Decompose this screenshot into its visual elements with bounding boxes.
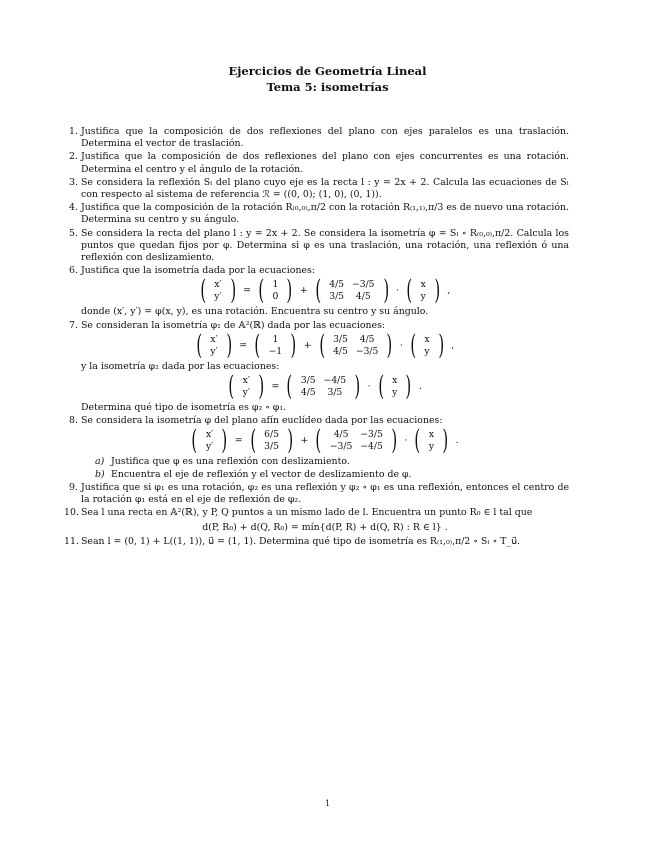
matrix-entry: x — [392, 375, 398, 387]
matrix-parenthesis: ) — [391, 425, 398, 457]
matrix-entry: y — [392, 387, 398, 399]
matrix-entry: 3/5 — [264, 441, 279, 453]
math-operator: = — [243, 285, 251, 297]
exercise-number: 7. — [69, 319, 78, 331]
matrix-entry: 3/5 — [300, 375, 316, 387]
matrix-parenthesis: ( — [315, 275, 321, 307]
matrix-parenthesis: ( — [228, 371, 235, 403]
matrix-entry: −3/5 — [360, 429, 383, 441]
matrix-parenthesis: ( — [191, 425, 198, 457]
math-operator: = — [271, 380, 280, 392]
matrix-entry: −3/5 — [355, 345, 379, 357]
matrix-entry: y′ — [210, 345, 218, 357]
matrix — [210, 279, 225, 303]
matrix — [265, 334, 287, 358]
matrix-entry: 3/5 — [327, 387, 343, 399]
math-operator: · — [367, 380, 371, 392]
matrix-entry: 4/5 — [359, 333, 375, 345]
matrix-parenthesis: ( — [196, 329, 203, 361]
exercise-number: 5. — [69, 227, 78, 239]
exercise-number: 2. — [69, 151, 78, 163]
matrix-entry: y — [420, 291, 426, 303]
matrix-parenthesis: ) — [386, 329, 393, 361]
matrix — [420, 334, 433, 358]
sub-item-a — [91, 456, 569, 468]
exercise-text-after: donde (x′, y′) = φ(x, y), es una rotación. Encuentra su centro y su ángulo. — [81, 306, 429, 318]
matrix-equation-8 — [81, 425, 569, 457]
matrix-parenthesis: ( — [315, 425, 322, 457]
matrix — [268, 279, 282, 303]
exercise-list — [64, 126, 569, 549]
matrix-entry: 4/5 — [300, 387, 316, 399]
math-operator: + — [299, 285, 308, 297]
math-operator: + — [303, 339, 312, 351]
matrix-entry: 4/5 — [333, 345, 348, 357]
exercise-text: Se considera la isometría φ del plano afín euclídeo dada por las ecuaciones: — [81, 415, 443, 427]
exercise-number: 10. — [64, 507, 79, 519]
matrix-parenthesis: ) — [258, 371, 265, 403]
matrix — [425, 429, 438, 453]
document-title: Ejercicios de Geometría Lineal — [228, 64, 427, 78]
exercise-text: Justifica que si φ₁ es una rotación, φ₂ es una reflexión y φ₂ ∘ φ₁ es una reflexión, entonces el centro de la rotación φ₁ está en el eje de reflexión de φ₂. — [81, 481, 569, 506]
matrix-entry: 4/5 — [333, 429, 349, 441]
sub-items — [91, 456, 569, 480]
math-operator: + — [300, 435, 309, 447]
exercise-text: Sean l = (0, 1) + L((1, 1)), u⃗ = (1, 1). Determina qué tipo de isometría es R₍₁,₀₎,π/2 ∘ Sₗ ∘ T_u⃗. — [81, 535, 521, 547]
matrix-equation-7a — [81, 329, 569, 361]
matrix-parenthesis: ) — [382, 275, 389, 307]
exercise-1 — [64, 126, 569, 150]
matrix-equation-6 — [81, 275, 569, 307]
matrix-parenthesis: ) — [229, 275, 236, 307]
matrix-entry: 1 — [272, 333, 279, 345]
page-number: 1 — [324, 799, 331, 808]
sub-item-label: a) — [95, 456, 105, 468]
exercise-text-mid: y la isometría φ₂ dada por las ecuaciones: — [81, 360, 280, 372]
math-operator: = — [234, 435, 243, 447]
exercise-number: 4. — [69, 202, 78, 214]
math-operator: · — [399, 339, 403, 351]
matrix — [325, 279, 378, 303]
matrix-parenthesis: ( — [318, 329, 325, 361]
matrix-parenthesis: ( — [249, 425, 256, 457]
matrix-entry: 1 — [272, 279, 279, 291]
exercise-11 — [64, 536, 569, 548]
exercise-4 — [64, 202, 569, 226]
matrix-parenthesis: ( — [258, 275, 265, 307]
matrix-parenthesis: ( — [377, 371, 384, 403]
matrix-entry: 3/5 — [329, 291, 345, 303]
matrix-entry: 0 — [272, 291, 279, 303]
exercise-text: Sea l una recta en 𝔸²(ℝ), y P, Q puntos a un mismo lado de l. Encuentra un punto R₀ ∈ l tal que — [81, 507, 533, 519]
exercise-number: 9. — [69, 481, 78, 493]
exercise-6 — [64, 265, 569, 318]
sub-item-text: Justifica que φ es una reflexión con deslizamiento. — [111, 456, 350, 468]
matrix-entry: 4/5 — [329, 279, 345, 291]
exercise-text: Justifica que la composición de la rotación R₍₀,₀₎,π/2 con la rotación R₍₁,₁₎,π/3 es de nuevo una rotación. Determina su centro y su ángulo. — [81, 202, 569, 226]
matrix-entry: 3/5 — [333, 333, 348, 345]
matrix-entry: x — [420, 279, 426, 291]
matrix-parenthesis: ) — [437, 329, 444, 361]
matrix — [297, 375, 350, 399]
matrix-entry: x — [424, 333, 430, 345]
matrix-entry: y — [424, 345, 430, 357]
exercise-10 — [64, 507, 569, 534]
matrix-entry: 6/5 — [264, 429, 279, 441]
matrix-parenthesis: ) — [287, 425, 294, 457]
math-operator: . — [418, 380, 422, 392]
math-operator: , — [451, 339, 455, 351]
math-operator: , — [447, 285, 451, 297]
math-operator: = — [239, 339, 248, 351]
matrix-entry: y′ — [214, 291, 222, 303]
exercise-3 — [64, 177, 569, 201]
matrix-parenthesis: ) — [290, 329, 297, 361]
matrix-parenthesis: ) — [434, 275, 440, 307]
matrix-entry: x′ — [210, 333, 218, 345]
document-subtitle: Tema 5: isometrías — [266, 80, 389, 94]
matrix-parenthesis: ) — [442, 425, 449, 457]
matrix-entry: −4/5 — [323, 375, 347, 387]
matrix-parenthesis: ( — [406, 275, 413, 307]
matrix-equation-7b — [81, 371, 569, 403]
exercise-text: Justifica que la isometría dada por la ecuaciones: — [81, 265, 315, 277]
matrix-entry: y′ — [205, 441, 214, 453]
exercise-5 — [64, 228, 569, 265]
matrix-parenthesis: ) — [221, 425, 228, 457]
exercise-text: Se consideran la isometría φ₁ de 𝔸²(ℝ) dada por las ecuaciones: — [81, 319, 386, 331]
exercise-text: Justifica que la composición de dos reflexiones del plano con ejes concurrentes es una rotación. Determina el centro y el ángulo de la rotación. — [81, 151, 569, 175]
matrix-entry: −3/5 — [329, 441, 353, 453]
exercise-number: 8. — [69, 415, 78, 427]
sub-item-label: b) — [95, 468, 105, 480]
matrix — [388, 375, 401, 399]
matrix-entry: x′ — [214, 279, 222, 291]
exercise-8 — [64, 415, 569, 481]
matrix-entry: x′ — [242, 375, 250, 387]
math-operator: . — [455, 435, 459, 447]
matrix-parenthesis: ) — [286, 275, 293, 307]
matrix-entry: −1 — [268, 345, 283, 357]
exercise-7 — [64, 320, 569, 415]
matrix-entry: y′ — [242, 387, 250, 399]
math-operator: · — [396, 285, 400, 297]
distance-formula: d(P, R₀) + d(Q, R₀) = mín{d(P, R) + d(Q, R) : R ∈ l} . — [202, 522, 448, 534]
exercise-text-after: Determina qué tipo de isometría es φ₂ ∘ φ₁. — [81, 402, 287, 414]
matrix-entry: x — [428, 429, 435, 441]
matrix-parenthesis: ) — [226, 329, 232, 361]
exercise-text: Se considera la recta del plano l : y = 2x + 2. Se considera la isometría φ = Sₗ ∘ R₍₀,₀₎,π/2. Calcula los puntos que quedan fijos por φ. Determina si φ es una traslación, una rotación, una reflexión ó una reflexión con deslizamiento. — [81, 227, 569, 264]
matrix — [417, 279, 430, 303]
matrix-entry: 4/5 — [355, 291, 371, 303]
matrix-parenthesis: ) — [405, 371, 412, 403]
matrix — [206, 334, 221, 358]
exercise-number: 11. — [64, 535, 79, 547]
matrix — [260, 429, 283, 453]
sub-item-text: Encuentra el eje de reflexión y el vector de deslizamiento de φ. — [111, 468, 412, 480]
matrix-parenthesis: ( — [414, 425, 421, 457]
exercise-number: 3. — [69, 176, 78, 188]
matrix-parenthesis: ( — [254, 329, 261, 361]
matrix-parenthesis: ( — [200, 275, 206, 307]
exercise-text: Justifica que la composición de dos reflexiones del plano con ejes paralelos es una traslación. Determina el vector de traslación. — [81, 126, 569, 150]
exercise-2 — [64, 151, 569, 175]
matrix — [329, 334, 382, 358]
exercise-text: Se considera la reflexión Sₗ del plano cuyo eje es la recta l : y = 2x + 2. Calcula las ecuaciones de Sₗ con respecto al sistema de referencia ℛ = ((0, 0); (1, 0), (0, 1)). — [81, 176, 569, 201]
matrix-parenthesis: ( — [410, 329, 417, 361]
matrix — [202, 429, 217, 453]
matrix-entry: −4/5 — [360, 441, 383, 453]
math-operator: · — [404, 435, 408, 447]
sub-item-b — [91, 469, 569, 481]
matrix-parenthesis: ) — [354, 371, 361, 403]
matrix-entry: y — [428, 441, 435, 453]
matrix-entry: x′ — [205, 429, 214, 441]
matrix — [239, 375, 254, 399]
exercise-number: 1. — [69, 126, 78, 137]
matrix-entry: −3/5 — [352, 279, 375, 291]
exercise-number: 6. — [69, 265, 78, 277]
matrix — [326, 429, 387, 453]
exercise-9 — [64, 482, 569, 506]
matrix-parenthesis: ( — [286, 371, 293, 403]
